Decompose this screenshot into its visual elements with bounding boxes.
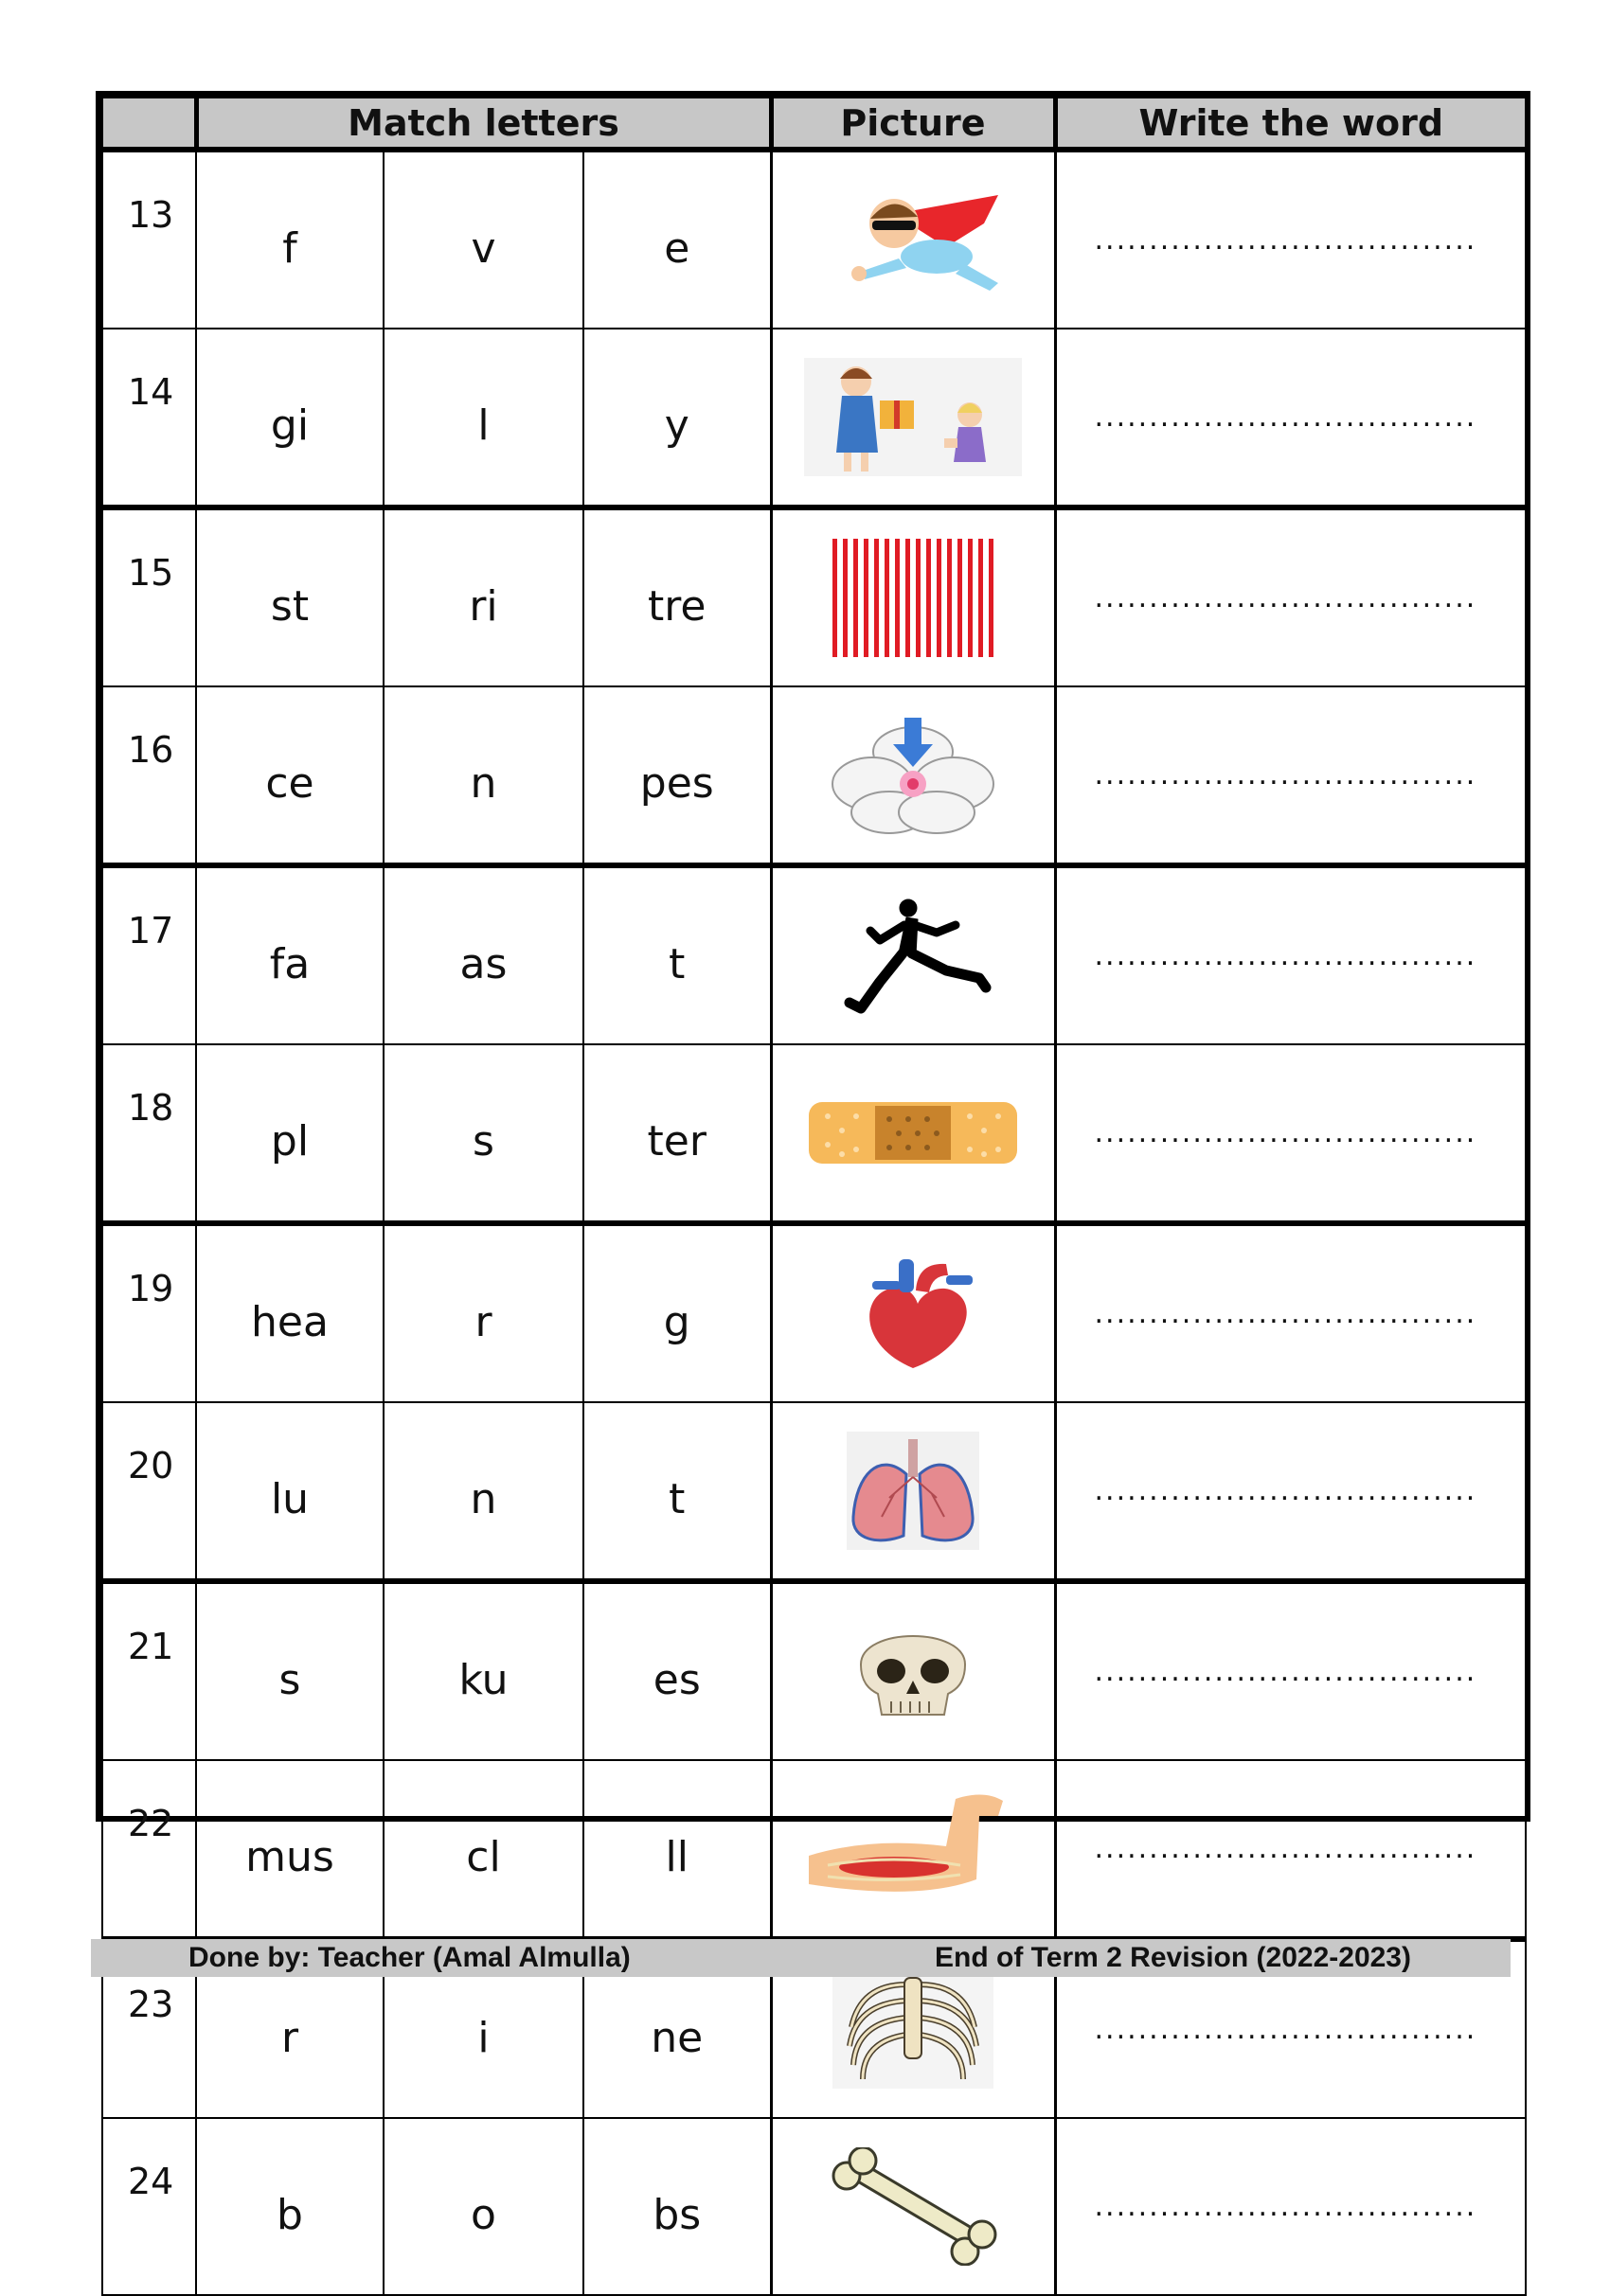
exercise-row	[102, 1760, 1526, 1939]
letter-chunk[interactable]: s	[196, 1581, 384, 1760]
letter-chunk[interactable]: n	[384, 1402, 583, 1581]
answer-field[interactable]: ...................................	[1055, 1581, 1526, 1760]
letter-chunk[interactable]: y	[583, 329, 771, 507]
letter-chunk[interactable]: t	[583, 1402, 771, 1581]
answer-field[interactable]: ...................................	[1055, 1760, 1526, 1939]
picture-cell	[771, 507, 1055, 686]
letter-chunk[interactable]: b	[196, 2118, 384, 2295]
answer-field[interactable]: ...................................	[1055, 329, 1526, 507]
letter-chunk[interactable]: t	[583, 865, 771, 1044]
letter-chunk[interactable]: fa	[196, 865, 384, 1044]
exercise-row	[102, 2118, 1526, 2295]
bone-picture	[804, 2147, 1022, 2266]
item-number: 22	[102, 1760, 196, 1939]
ribcage-picture	[804, 1970, 1022, 2089]
human-heart-picture	[804, 1255, 1022, 1373]
bandage-plaster-picture	[804, 1074, 1022, 1192]
letter-chunk[interactable]: hea	[196, 1223, 384, 1402]
letter-chunk[interactable]: mus	[196, 1760, 384, 1939]
letter-chunk[interactable]: st	[196, 507, 384, 686]
arm-muscle-picture	[804, 1789, 1022, 1908]
letter-chunk[interactable]: tre	[583, 507, 771, 686]
header-write-word: Write the word	[1055, 98, 1526, 150]
exercise-row	[102, 1223, 1526, 1402]
item-number: 13	[102, 150, 196, 329]
footer-title: End of Term 2 Revision (2022-2023)	[935, 1942, 1411, 1973]
answer-field[interactable]: ...................................	[1055, 686, 1526, 865]
letter-chunk[interactable]: pes	[583, 686, 771, 865]
exercise-row	[102, 507, 1526, 686]
answer-field[interactable]: ...................................	[1055, 1044, 1526, 1223]
footer-author: Done by: Teacher (Amal Almulla)	[188, 1942, 631, 1973]
answer-field[interactable]: ...................................	[1055, 2118, 1526, 2295]
letter-chunk[interactable]: as	[384, 865, 583, 1044]
red-stripes-picture	[804, 539, 1022, 657]
letter-chunk[interactable]: pl	[196, 1044, 384, 1223]
exercise-row	[102, 1581, 1526, 1760]
answer-field[interactable]: ...................................	[1055, 1402, 1526, 1581]
letter-chunk[interactable]: o	[384, 2118, 583, 2295]
exercise-row	[102, 686, 1526, 865]
letter-chunk[interactable]: n	[384, 686, 583, 865]
header-match-letters: Match letters	[196, 98, 771, 150]
item-number: 23	[102, 1939, 196, 2118]
exercise-row	[102, 150, 1526, 329]
item-number: 16	[102, 686, 196, 865]
letter-chunk[interactable]: lu	[196, 1402, 384, 1581]
picture-cell	[771, 2118, 1055, 2295]
letter-chunk[interactable]: i	[384, 1939, 583, 2118]
letter-chunk[interactable]: r	[384, 1223, 583, 1402]
letter-chunk[interactable]: f	[196, 150, 384, 329]
header-picture: Picture	[771, 98, 1055, 150]
letter-chunk[interactable]: s	[384, 1044, 583, 1223]
girl-giving-gift-picture	[804, 358, 1022, 476]
header-row	[102, 98, 1526, 150]
letter-chunk[interactable]: bs	[583, 2118, 771, 2295]
item-number: 20	[102, 1402, 196, 1581]
header-number	[102, 98, 196, 150]
running-silhouette-picture	[804, 897, 1022, 1015]
letter-chunk[interactable]: l	[384, 329, 583, 507]
letter-chunk[interactable]: v	[384, 150, 583, 329]
picture-cell	[771, 865, 1055, 1044]
item-number: 14	[102, 329, 196, 507]
answer-field[interactable]: ...................................	[1055, 865, 1526, 1044]
picture-cell	[771, 1402, 1055, 1581]
letter-chunk[interactable]: ri	[384, 507, 583, 686]
item-number: 21	[102, 1581, 196, 1760]
item-number: 19	[102, 1223, 196, 1402]
exercise-row	[102, 865, 1526, 1044]
item-number: 15	[102, 507, 196, 686]
letter-chunk[interactable]: e	[583, 150, 771, 329]
picture-cell	[771, 686, 1055, 865]
letter-chunk[interactable]: ll	[583, 1760, 771, 1939]
answer-field[interactable]: ...................................	[1055, 507, 1526, 686]
answer-field[interactable]: ...................................	[1055, 150, 1526, 329]
letter-chunk[interactable]: ne	[583, 1939, 771, 2118]
picture-cell	[771, 1760, 1055, 1939]
letter-chunk[interactable]: gi	[196, 329, 384, 507]
exercise-row	[102, 1402, 1526, 1581]
picture-cell	[771, 150, 1055, 329]
answer-field[interactable]: ...................................	[1055, 1223, 1526, 1402]
letter-chunk[interactable]: ku	[384, 1581, 583, 1760]
superhero-flying-picture	[804, 181, 1022, 299]
answer-field[interactable]: ...................................	[1055, 1939, 1526, 2118]
letter-chunk[interactable]: ce	[196, 686, 384, 865]
letter-chunk[interactable]: cl	[384, 1760, 583, 1939]
picture-cell	[771, 1581, 1055, 1760]
exercise-row	[102, 1044, 1526, 1223]
picture-cell	[771, 1223, 1055, 1402]
skull-picture	[804, 1612, 1022, 1731]
item-number: 17	[102, 865, 196, 1044]
flower-center-arrow-picture	[804, 716, 1022, 834]
letter-chunk[interactable]: ter	[583, 1044, 771, 1223]
picture-cell	[771, 1044, 1055, 1223]
picture-cell	[771, 329, 1055, 507]
lungs-picture	[804, 1432, 1022, 1550]
letter-chunk[interactable]: r	[196, 1939, 384, 2118]
item-number: 18	[102, 1044, 196, 1223]
footer-bar	[91, 1939, 1511, 1977]
letter-chunk[interactable]: g	[583, 1223, 771, 1402]
exercise-row	[102, 329, 1526, 507]
item-number: 24	[102, 2118, 196, 2295]
letter-chunk[interactable]: es	[583, 1581, 771, 1760]
